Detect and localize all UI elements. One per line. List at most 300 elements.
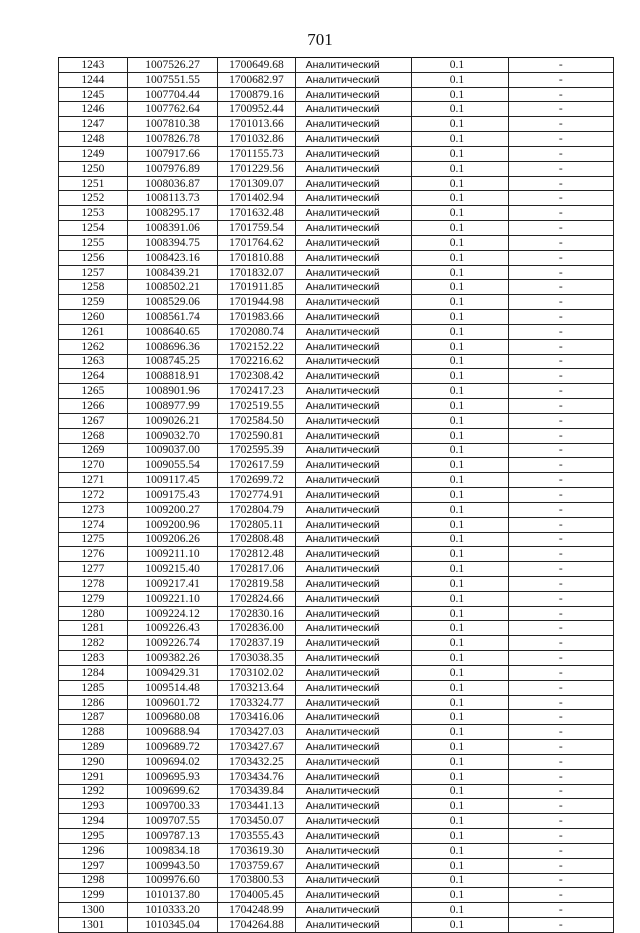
y-coordinate-cell: 1702837.19 <box>218 636 295 651</box>
note-cell: - <box>508 102 613 117</box>
accuracy-cell: 0.1 <box>411 295 508 310</box>
point-number-cell: 1243 <box>59 58 128 73</box>
note-cell: - <box>508 473 613 488</box>
method-cell: Аналитический <box>295 591 411 606</box>
note-cell: - <box>508 191 613 206</box>
accuracy-cell: 0.1 <box>411 576 508 591</box>
y-coordinate-cell: 1703450.07 <box>218 814 295 829</box>
x-coordinate-cell: 1007917.66 <box>127 146 217 161</box>
page-number: 701 <box>307 30 333 49</box>
table-row <box>59 250 614 265</box>
point-number-cell: 1278 <box>59 576 128 591</box>
x-coordinate-cell: 1009382.26 <box>127 651 217 666</box>
point-number-cell: 1293 <box>59 799 128 814</box>
method-cell: Аналитический <box>295 606 411 621</box>
note-cell: - <box>508 784 613 799</box>
y-coordinate-cell: 1702804.79 <box>218 502 295 517</box>
accuracy-cell: 0.1 <box>411 280 508 295</box>
point-number-cell: 1288 <box>59 725 128 740</box>
point-number-cell: 1289 <box>59 740 128 755</box>
method-cell: Аналитический <box>295 265 411 280</box>
y-coordinate-cell: 1703213.64 <box>218 680 295 695</box>
method-cell: Аналитический <box>295 295 411 310</box>
y-coordinate-cell: 1702584.50 <box>218 413 295 428</box>
point-number-cell: 1284 <box>59 665 128 680</box>
note-cell: - <box>508 354 613 369</box>
accuracy-cell: 0.1 <box>411 102 508 117</box>
x-coordinate-cell: 1009175.43 <box>127 488 217 503</box>
method-cell: Аналитический <box>295 399 411 414</box>
accuracy-cell: 0.1 <box>411 843 508 858</box>
table-row <box>59 918 614 933</box>
accuracy-cell: 0.1 <box>411 740 508 755</box>
method-cell: Аналитический <box>295 903 411 918</box>
x-coordinate-cell: 1008901.96 <box>127 384 217 399</box>
note-cell: - <box>508 399 613 414</box>
note-cell: - <box>508 621 613 636</box>
y-coordinate-cell: 1702216.62 <box>218 354 295 369</box>
x-coordinate-cell: 1007762.64 <box>127 102 217 117</box>
point-number-cell: 1277 <box>59 562 128 577</box>
point-number-cell: 1270 <box>59 458 128 473</box>
x-coordinate-cell: 1007976.89 <box>127 161 217 176</box>
method-cell: Аналитический <box>295 161 411 176</box>
accuracy-cell: 0.1 <box>411 339 508 354</box>
method-cell: Аналитический <box>295 784 411 799</box>
point-number-cell: 1271 <box>59 473 128 488</box>
y-coordinate-cell: 1701810.88 <box>218 250 295 265</box>
accuracy-cell: 0.1 <box>411 488 508 503</box>
y-coordinate-cell: 1701944.98 <box>218 295 295 310</box>
table-row <box>59 458 614 473</box>
accuracy-cell: 0.1 <box>411 428 508 443</box>
y-coordinate-cell: 1702519.55 <box>218 399 295 414</box>
x-coordinate-cell: 1009224.12 <box>127 606 217 621</box>
x-coordinate-cell: 1009601.72 <box>127 695 217 710</box>
method-cell: Аналитический <box>295 576 411 591</box>
y-coordinate-cell: 1703439.84 <box>218 784 295 799</box>
table-row <box>59 784 614 799</box>
point-number-cell: 1279 <box>59 591 128 606</box>
note-cell: - <box>508 903 613 918</box>
method-cell: Аналитический <box>295 413 411 428</box>
note-cell: - <box>508 428 613 443</box>
x-coordinate-cell: 1009688.94 <box>127 725 217 740</box>
x-coordinate-cell: 1008818.91 <box>127 369 217 384</box>
table-row <box>59 547 614 562</box>
note-cell: - <box>508 888 613 903</box>
y-coordinate-cell: 1700649.68 <box>218 58 295 73</box>
y-coordinate-cell: 1702699.72 <box>218 473 295 488</box>
accuracy-cell: 0.1 <box>411 369 508 384</box>
y-coordinate-cell: 1703441.13 <box>218 799 295 814</box>
note-cell: - <box>508 132 613 147</box>
note-cell: - <box>508 310 613 325</box>
point-number-cell: 1298 <box>59 873 128 888</box>
y-coordinate-cell: 1702805.11 <box>218 517 295 532</box>
method-cell: Аналитический <box>295 725 411 740</box>
note-cell: - <box>508 146 613 161</box>
point-number-cell: 1252 <box>59 191 128 206</box>
y-coordinate-cell: 1701229.56 <box>218 161 295 176</box>
note-cell: - <box>508 651 613 666</box>
method-cell: Аналитический <box>295 235 411 250</box>
note-cell: - <box>508 502 613 517</box>
point-number-cell: 1255 <box>59 235 128 250</box>
y-coordinate-cell: 1702595.39 <box>218 443 295 458</box>
table-row <box>59 488 614 503</box>
x-coordinate-cell: 1009226.74 <box>127 636 217 651</box>
point-number-cell: 1296 <box>59 843 128 858</box>
method-cell: Аналитический <box>295 621 411 636</box>
table-row <box>59 295 614 310</box>
table-row <box>59 725 614 740</box>
table-row <box>59 576 614 591</box>
accuracy-cell: 0.1 <box>411 547 508 562</box>
y-coordinate-cell: 1700952.44 <box>218 102 295 117</box>
point-number-cell: 1291 <box>59 769 128 784</box>
accuracy-cell: 0.1 <box>411 161 508 176</box>
point-number-cell: 1283 <box>59 651 128 666</box>
y-coordinate-cell: 1702774.91 <box>218 488 295 503</box>
accuracy-cell: 0.1 <box>411 502 508 517</box>
y-coordinate-cell: 1701764.62 <box>218 235 295 250</box>
x-coordinate-cell: 1008502.21 <box>127 280 217 295</box>
note-cell: - <box>508 695 613 710</box>
y-coordinate-cell: 1703759.67 <box>218 858 295 873</box>
accuracy-cell: 0.1 <box>411 87 508 102</box>
method-cell: Аналитический <box>295 918 411 933</box>
accuracy-cell: 0.1 <box>411 636 508 651</box>
method-cell: Аналитический <box>295 769 411 784</box>
note-cell: - <box>508 873 613 888</box>
y-coordinate-cell: 1702590.81 <box>218 428 295 443</box>
accuracy-cell: 0.1 <box>411 903 508 918</box>
y-coordinate-cell: 1701013.66 <box>218 117 295 132</box>
point-number-cell: 1300 <box>59 903 128 918</box>
point-number-cell: 1281 <box>59 621 128 636</box>
note-cell: - <box>508 517 613 532</box>
point-number-cell: 1285 <box>59 680 128 695</box>
x-coordinate-cell: 1009976.60 <box>127 873 217 888</box>
table-row <box>59 799 614 814</box>
y-coordinate-cell: 1704005.45 <box>218 888 295 903</box>
point-number-cell: 1287 <box>59 710 128 725</box>
accuracy-cell: 0.1 <box>411 888 508 903</box>
x-coordinate-cell: 1008977.99 <box>127 399 217 414</box>
method-cell: Аналитический <box>295 888 411 903</box>
table-row <box>59 754 614 769</box>
x-coordinate-cell: 1010137.80 <box>127 888 217 903</box>
y-coordinate-cell: 1701155.73 <box>218 146 295 161</box>
y-coordinate-cell: 1703555.43 <box>218 829 295 844</box>
accuracy-cell: 0.1 <box>411 829 508 844</box>
method-cell: Аналитический <box>295 799 411 814</box>
table-row <box>59 473 614 488</box>
accuracy-cell: 0.1 <box>411 725 508 740</box>
method-cell: Аналитический <box>295 843 411 858</box>
method-cell: Аналитический <box>295 87 411 102</box>
method-cell: Аналитический <box>295 651 411 666</box>
x-coordinate-cell: 1009694.02 <box>127 754 217 769</box>
point-number-cell: 1292 <box>59 784 128 799</box>
method-cell: Аналитический <box>295 636 411 651</box>
x-coordinate-cell: 1009037.00 <box>127 443 217 458</box>
note-cell: - <box>508 680 613 695</box>
method-cell: Аналитический <box>295 829 411 844</box>
table-row <box>59 843 614 858</box>
table-row <box>59 265 614 280</box>
x-coordinate-cell: 1009695.93 <box>127 769 217 784</box>
table-row <box>59 740 614 755</box>
point-number-cell: 1276 <box>59 547 128 562</box>
point-number-cell: 1280 <box>59 606 128 621</box>
note-cell: - <box>508 250 613 265</box>
table-row <box>59 176 614 191</box>
method-cell: Аналитический <box>295 146 411 161</box>
point-number-cell: 1301 <box>59 918 128 933</box>
table-row <box>59 58 614 73</box>
x-coordinate-cell: 1009211.10 <box>127 547 217 562</box>
method-cell: Аналитический <box>295 710 411 725</box>
point-number-cell: 1264 <box>59 369 128 384</box>
method-cell: Аналитический <box>295 369 411 384</box>
method-cell: Аналитический <box>295 250 411 265</box>
note-cell: - <box>508 280 613 295</box>
accuracy-cell: 0.1 <box>411 384 508 399</box>
coordinates-table <box>58 57 614 933</box>
point-number-cell: 1297 <box>59 858 128 873</box>
table-row <box>59 858 614 873</box>
method-cell: Аналитический <box>295 532 411 547</box>
table-row <box>59 161 614 176</box>
method-cell: Аналитический <box>295 443 411 458</box>
y-coordinate-cell: 1702817.06 <box>218 562 295 577</box>
accuracy-cell: 0.1 <box>411 250 508 265</box>
x-coordinate-cell: 1009200.96 <box>127 517 217 532</box>
note-cell: - <box>508 576 613 591</box>
y-coordinate-cell: 1703432.25 <box>218 754 295 769</box>
accuracy-cell: 0.1 <box>411 532 508 547</box>
table-row <box>59 117 614 132</box>
point-number-cell: 1258 <box>59 280 128 295</box>
y-coordinate-cell: 1701032.86 <box>218 132 295 147</box>
note-cell: - <box>508 665 613 680</box>
method-cell: Аналитический <box>295 58 411 73</box>
x-coordinate-cell: 1009514.48 <box>127 680 217 695</box>
note-cell: - <box>508 413 613 428</box>
accuracy-cell: 0.1 <box>411 562 508 577</box>
y-coordinate-cell: 1701402.94 <box>218 191 295 206</box>
table-row <box>59 146 614 161</box>
x-coordinate-cell: 1010345.04 <box>127 918 217 933</box>
table-row <box>59 102 614 117</box>
y-coordinate-cell: 1701832.07 <box>218 265 295 280</box>
method-cell: Аналитический <box>295 191 411 206</box>
method-cell: Аналитический <box>295 384 411 399</box>
x-coordinate-cell: 1009055.54 <box>127 458 217 473</box>
y-coordinate-cell: 1703102.02 <box>218 665 295 680</box>
point-number-cell: 1244 <box>59 72 128 87</box>
y-coordinate-cell: 1702152.22 <box>218 339 295 354</box>
x-coordinate-cell: 1009689.72 <box>127 740 217 755</box>
table-row <box>59 591 614 606</box>
note-cell: - <box>508 814 613 829</box>
accuracy-cell: 0.1 <box>411 606 508 621</box>
point-number-cell: 1245 <box>59 87 128 102</box>
point-number-cell: 1248 <box>59 132 128 147</box>
note-cell: - <box>508 858 613 873</box>
table-row <box>59 873 614 888</box>
x-coordinate-cell: 1009226.43 <box>127 621 217 636</box>
x-coordinate-cell: 1009215.40 <box>127 562 217 577</box>
y-coordinate-cell: 1701632.48 <box>218 206 295 221</box>
accuracy-cell: 0.1 <box>411 354 508 369</box>
method-cell: Аналитический <box>295 132 411 147</box>
x-coordinate-cell: 1008113.73 <box>127 191 217 206</box>
table-row <box>59 769 614 784</box>
table-row <box>59 354 614 369</box>
method-cell: Аналитический <box>295 221 411 236</box>
point-number-cell: 1260 <box>59 310 128 325</box>
accuracy-cell: 0.1 <box>411 235 508 250</box>
point-number-cell: 1267 <box>59 413 128 428</box>
note-cell: - <box>508 369 613 384</box>
method-cell: Аналитический <box>295 458 411 473</box>
method-cell: Аналитический <box>295 72 411 87</box>
point-number-cell: 1275 <box>59 532 128 547</box>
accuracy-cell: 0.1 <box>411 399 508 414</box>
point-number-cell: 1257 <box>59 265 128 280</box>
y-coordinate-cell: 1703427.03 <box>218 725 295 740</box>
y-coordinate-cell: 1704264.88 <box>218 918 295 933</box>
accuracy-cell: 0.1 <box>411 132 508 147</box>
x-coordinate-cell: 1007826.78 <box>127 132 217 147</box>
accuracy-cell: 0.1 <box>411 221 508 236</box>
table-row <box>59 384 614 399</box>
y-coordinate-cell: 1703416.06 <box>218 710 295 725</box>
x-coordinate-cell: 1009221.10 <box>127 591 217 606</box>
table-row <box>59 562 614 577</box>
note-cell: - <box>508 532 613 547</box>
table-row <box>59 310 614 325</box>
point-number-cell: 1299 <box>59 888 128 903</box>
y-coordinate-cell: 1702824.66 <box>218 591 295 606</box>
table-row <box>59 280 614 295</box>
note-cell: - <box>508 176 613 191</box>
y-coordinate-cell: 1704248.99 <box>218 903 295 918</box>
point-number-cell: 1265 <box>59 384 128 399</box>
method-cell: Аналитический <box>295 858 411 873</box>
x-coordinate-cell: 1008295.17 <box>127 206 217 221</box>
y-coordinate-cell: 1701309.07 <box>218 176 295 191</box>
note-cell: - <box>508 547 613 562</box>
point-number-cell: 1269 <box>59 443 128 458</box>
accuracy-cell: 0.1 <box>411 680 508 695</box>
y-coordinate-cell: 1703800.53 <box>218 873 295 888</box>
x-coordinate-cell: 1009217.41 <box>127 576 217 591</box>
y-coordinate-cell: 1702830.16 <box>218 606 295 621</box>
x-coordinate-cell: 1008423.16 <box>127 250 217 265</box>
x-coordinate-cell: 1009680.08 <box>127 710 217 725</box>
x-coordinate-cell: 1009699.62 <box>127 784 217 799</box>
note-cell: - <box>508 829 613 844</box>
note-cell: - <box>508 324 613 339</box>
note-cell: - <box>508 740 613 755</box>
note-cell: - <box>508 384 613 399</box>
point-number-cell: 1295 <box>59 829 128 844</box>
note-cell: - <box>508 754 613 769</box>
note-cell: - <box>508 799 613 814</box>
method-cell: Аналитический <box>295 354 411 369</box>
method-cell: Аналитический <box>295 740 411 755</box>
point-number-cell: 1259 <box>59 295 128 310</box>
x-coordinate-cell: 1008391.06 <box>127 221 217 236</box>
note-cell: - <box>508 769 613 784</box>
method-cell: Аналитический <box>295 517 411 532</box>
table-row <box>59 829 614 844</box>
note-cell: - <box>508 87 613 102</box>
accuracy-cell: 0.1 <box>411 858 508 873</box>
x-coordinate-cell: 1008696.36 <box>127 339 217 354</box>
point-number-cell: 1249 <box>59 146 128 161</box>
method-cell: Аналитический <box>295 665 411 680</box>
table-row <box>59 413 614 428</box>
table-row <box>59 339 614 354</box>
table-row <box>59 324 614 339</box>
table-row <box>59 443 614 458</box>
accuracy-cell: 0.1 <box>411 769 508 784</box>
note-cell: - <box>508 443 613 458</box>
table-row <box>59 665 614 680</box>
table-row <box>59 87 614 102</box>
table-row <box>59 206 614 221</box>
x-coordinate-cell: 1008640.65 <box>127 324 217 339</box>
note-cell: - <box>508 636 613 651</box>
accuracy-cell: 0.1 <box>411 665 508 680</box>
y-coordinate-cell: 1700682.97 <box>218 72 295 87</box>
accuracy-cell: 0.1 <box>411 473 508 488</box>
table-row <box>59 680 614 695</box>
x-coordinate-cell: 1008036.87 <box>127 176 217 191</box>
note-cell: - <box>508 265 613 280</box>
table-row <box>59 636 614 651</box>
accuracy-cell: 0.1 <box>411 206 508 221</box>
table-row <box>59 695 614 710</box>
note-cell: - <box>508 221 613 236</box>
accuracy-cell: 0.1 <box>411 265 508 280</box>
accuracy-cell: 0.1 <box>411 873 508 888</box>
y-coordinate-cell: 1701911.85 <box>218 280 295 295</box>
x-coordinate-cell: 1009834.18 <box>127 843 217 858</box>
table-row <box>59 888 614 903</box>
accuracy-cell: 0.1 <box>411 117 508 132</box>
x-coordinate-cell: 1009032.70 <box>127 428 217 443</box>
table-row <box>59 399 614 414</box>
method-cell: Аналитический <box>295 310 411 325</box>
accuracy-cell: 0.1 <box>411 918 508 933</box>
point-number-cell: 1247 <box>59 117 128 132</box>
accuracy-cell: 0.1 <box>411 443 508 458</box>
accuracy-cell: 0.1 <box>411 324 508 339</box>
note-cell: - <box>508 725 613 740</box>
note-cell: - <box>508 235 613 250</box>
point-number-cell: 1268 <box>59 428 128 443</box>
point-number-cell: 1253 <box>59 206 128 221</box>
table-row <box>59 606 614 621</box>
note-cell: - <box>508 72 613 87</box>
note-cell: - <box>508 918 613 933</box>
